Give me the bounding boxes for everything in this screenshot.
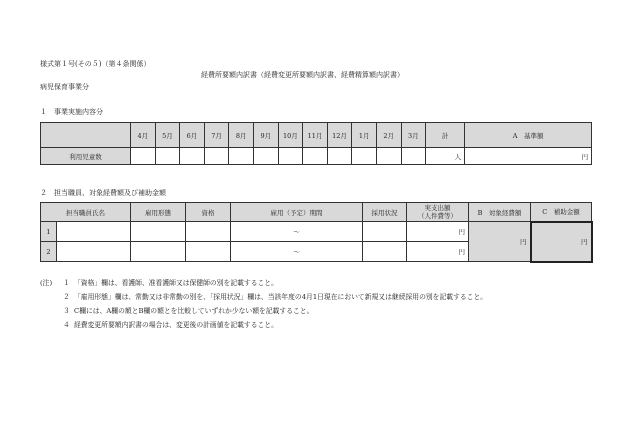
c-subsidy-header: C 補助金額 (531, 203, 592, 222)
staff-name-header: 担当職員氏名 (41, 203, 131, 222)
month-header: 1月 (352, 123, 377, 148)
row-label-header (41, 123, 131, 148)
month-cell[interactable] (352, 148, 377, 165)
total-header: 計 (426, 123, 465, 148)
month-header: 6月 (180, 123, 205, 148)
month-cell[interactable] (180, 148, 205, 165)
expense-cell[interactable]: 円 (407, 242, 469, 262)
staff-header-row (41, 203, 592, 222)
document-title: 経費所要額内訳書（経費変更所要額内訳書、経費精算額内訳書） (201, 71, 404, 79)
note-number: ４ (63, 321, 70, 329)
base-amount-cell[interactable]: 円 (465, 148, 592, 165)
program-name: 病児保育事業分 (40, 83, 89, 91)
hiring-status-header: 採用状況 (363, 203, 407, 222)
note-text: 「資格」欄は、看護師、准看護師又は保健師の別を記載すること。 (74, 279, 278, 287)
period-header: 雇用（予定）期間 (231, 203, 363, 222)
note-text: 「雇用形態」欄は、常勤又は非常勤の別を、「採用状況」欄は、当該年度の4月1日現在において新規又は継続採用の別を記載すること。 (74, 293, 488, 301)
employment-type-cell[interactable] (131, 242, 186, 262)
service-header-row (41, 123, 592, 148)
qualification-header: 資格 (186, 203, 231, 222)
month-header: 2月 (376, 123, 401, 148)
employment-type-header: 雇用形態 (131, 203, 186, 222)
staff-name-cell[interactable] (57, 222, 131, 242)
staff-table (40, 202, 593, 263)
month-header: 9月 (253, 123, 278, 148)
children-count-label: 利用児童数 (41, 148, 131, 165)
children-count-row (41, 148, 592, 165)
month-cell[interactable] (278, 148, 303, 165)
month-header: 12月 (327, 123, 352, 148)
base-amount-header: A 基準額 (465, 123, 592, 148)
service-table (40, 122, 592, 165)
employment-type-cell[interactable] (131, 222, 186, 242)
month-cell[interactable] (131, 148, 156, 165)
hiring-status-cell[interactable] (363, 222, 407, 242)
month-header: 5月 (155, 123, 180, 148)
month-cell[interactable] (303, 148, 328, 165)
month-cell[interactable] (155, 148, 180, 165)
month-header: 10月 (278, 123, 303, 148)
expense-header-line1: 実支出額 (424, 204, 451, 212)
staff-row (41, 222, 592, 242)
month-header: 7月 (204, 123, 229, 148)
hiring-status-cell[interactable] (363, 242, 407, 262)
b-target-expense-cell[interactable]: 円 (469, 222, 531, 262)
row-number: 2 (41, 242, 57, 262)
note-text: C欄には、A欄の額とB欄の額とを比較していずれか少ない額を記載すること。 (74, 307, 314, 315)
c-subsidy-cell[interactable]: 円 (531, 222, 592, 262)
month-header: 3月 (401, 123, 426, 148)
row-number: 1 (41, 222, 57, 242)
expense-header-line2: （人件費等） (418, 212, 457, 220)
month-header: 4月 (131, 123, 156, 148)
total-cell[interactable]: 人 (426, 148, 465, 165)
month-cell[interactable] (204, 148, 229, 165)
month-cell[interactable] (401, 148, 426, 165)
month-cell[interactable] (253, 148, 278, 165)
month-cell[interactable] (229, 148, 254, 165)
section2-heading: ２ 担当職員、対象経費額及び補助金額 (40, 189, 166, 197)
expense-cell[interactable]: 円 (407, 222, 469, 242)
form-id: 様式第１号(その５)（第４条関係） (40, 60, 151, 68)
period-cell[interactable]: ～ (231, 242, 363, 262)
note-number: ３ (63, 307, 70, 315)
note-text: 経費変更所要額内訳書の場合は、変更後の計画値を記載すること。 (74, 321, 278, 329)
month-header: 11月 (303, 123, 328, 148)
note-number: ２ (63, 293, 70, 301)
note-number: １ (63, 279, 70, 287)
month-cell[interactable] (327, 148, 352, 165)
month-header: 8月 (229, 123, 254, 148)
staff-name-cell[interactable] (57, 242, 131, 262)
notes-label: (注) (40, 279, 53, 287)
expense-header (407, 203, 469, 222)
qualification-cell[interactable] (186, 222, 231, 242)
b-target-expense-header: B 対象経費額 (469, 203, 531, 222)
qualification-cell[interactable] (186, 242, 231, 262)
section1-heading: １ 事業実施内容分 (40, 108, 103, 116)
month-cell[interactable] (376, 148, 401, 165)
period-cell[interactable]: ～ (231, 222, 363, 242)
